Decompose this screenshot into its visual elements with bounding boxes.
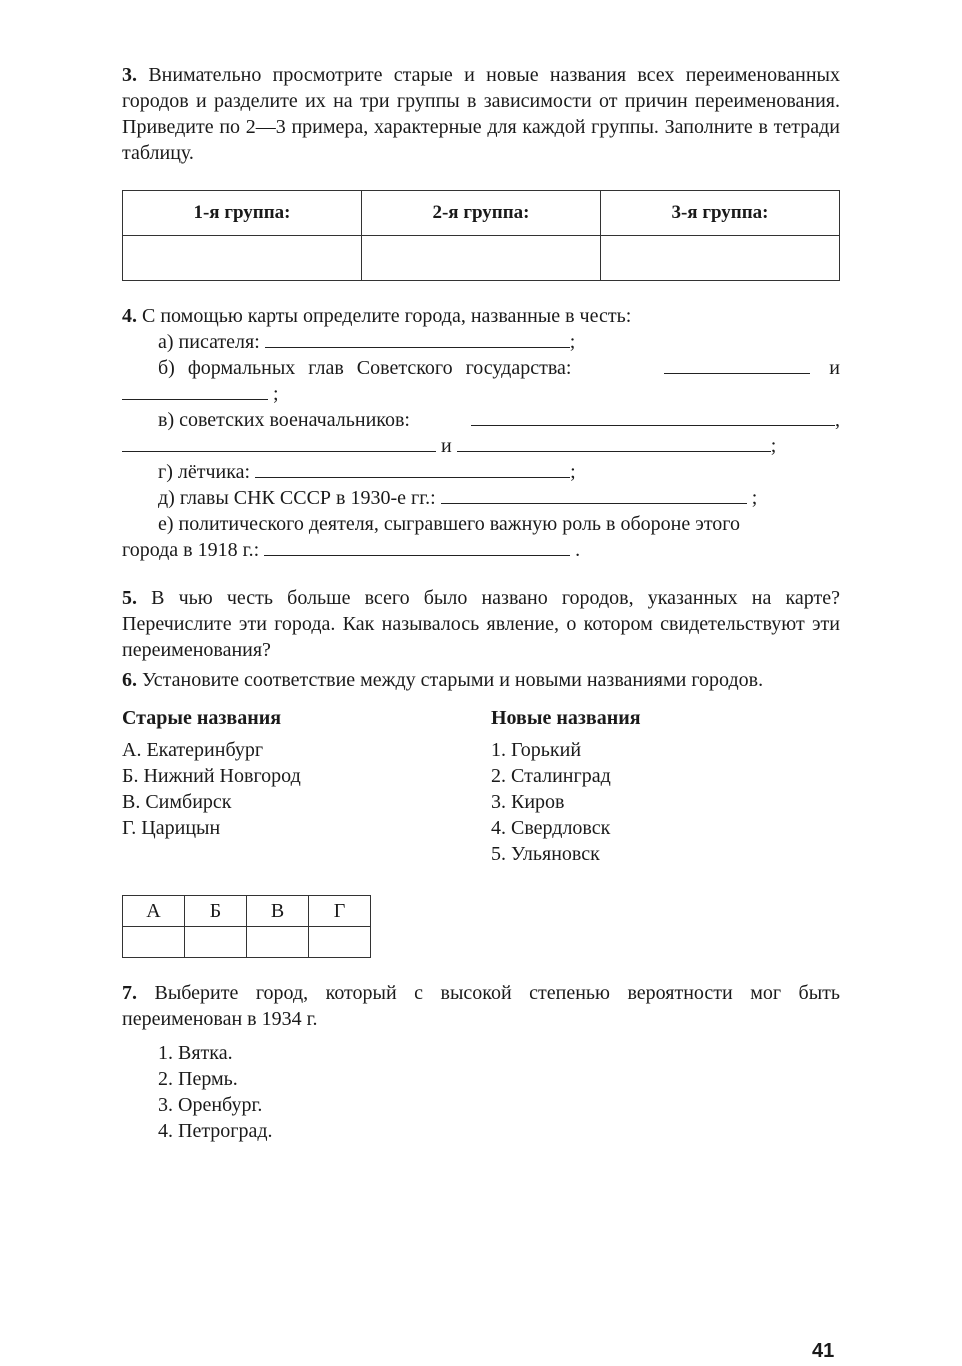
answer-table: [122, 895, 371, 958]
task-4: [122, 303, 840, 329]
group-3-header: 3-я группа:: [601, 191, 840, 236]
group-2-cell[interactable]: [362, 236, 601, 281]
task-4-v-label: в) советских военачальников:: [158, 409, 410, 431]
task-6-number: 6.: [122, 669, 137, 691]
page-content: [122, 62, 840, 1144]
group-1-cell[interactable]: [123, 236, 362, 281]
new-name-item: 5. Ульяновск: [491, 843, 600, 865]
group-1-header: 1-я группа:: [123, 191, 362, 236]
old-name-item: А. Екатеринбург: [122, 739, 264, 761]
comma: ,: [835, 409, 840, 431]
semicolon: ;: [273, 383, 279, 405]
answer-header-v: В: [247, 896, 309, 927]
matching-columns: [122, 705, 840, 867]
new-names-heading: Новые названия: [491, 707, 641, 729]
old-name-item: Б. Нижний Новгород: [122, 765, 301, 787]
period: .: [575, 539, 581, 561]
option-item: 2. Пермь.: [158, 1068, 238, 1090]
and-word: и: [829, 357, 840, 379]
answer-cell-b[interactable]: [185, 927, 247, 958]
old-names-heading: Старые названия: [122, 707, 282, 729]
task-4-a: [122, 329, 840, 355]
task-5-text: В чью честь больше всего было названо городов, указанных на карте? Перечислите эти города. Как называлось явление, о котором свидетельствуют эти переименования?: [122, 587, 840, 661]
task-4-v-blank-2[interactable]: [122, 433, 436, 452]
answer-cell-v[interactable]: [247, 927, 309, 958]
task-4-e-blank[interactable]: [264, 537, 570, 556]
task-5: [122, 585, 840, 663]
task-4-a-label: а) писателя:: [158, 331, 260, 353]
option-item: 4. Петроград.: [158, 1120, 273, 1142]
task-4-b-label: б) формальных глав Советского государства:: [158, 357, 572, 379]
task-4-g: [122, 459, 840, 485]
task-4-d-label: д) главы СНК СССР в 1930-е гг.:: [158, 487, 436, 509]
task-4-number: 4.: [122, 305, 137, 327]
task-7-options: [122, 1040, 840, 1144]
task-7-number: 7.: [122, 982, 137, 1004]
old-names-column: [122, 705, 491, 867]
group-3-cell[interactable]: [601, 236, 840, 281]
task-7-text: Выберите город, который с высокой степенью вероятности мог быть переименован в 1934 г.: [122, 982, 841, 1030]
semicolon: ;: [569, 331, 576, 353]
semicolon: ;: [570, 461, 576, 483]
answer-header-g: Г: [309, 896, 371, 927]
new-name-item: 1. Горький: [491, 739, 582, 761]
task-4-v-blank-3[interactable]: [457, 433, 771, 452]
semicolon: ;: [770, 435, 777, 457]
option-item: 3. Оренбург.: [158, 1094, 263, 1116]
task-4-a-blank[interactable]: [265, 329, 570, 348]
and-word: и: [441, 435, 452, 457]
answer-header-a: А: [123, 896, 185, 927]
task-4-e-label: е) политического деятеля, сыгравшего важную роль в обороне этого: [158, 513, 741, 535]
task-4-g-blank[interactable]: [255, 459, 570, 478]
page-number: 41: [812, 1340, 835, 1362]
task-4-e-label-cont: города в 1918 г.:: [122, 539, 260, 561]
semicolon: ;: [751, 487, 758, 509]
answer-cell-a[interactable]: [123, 927, 185, 958]
task-4-v: [122, 407, 840, 433]
task-4-text: С помощью карты определите города, названные в честь:: [142, 305, 632, 327]
task-4-e: [122, 511, 840, 537]
task-4-v-cont: [122, 433, 840, 459]
task-3: [122, 62, 840, 166]
task-4-b-cont: [122, 381, 840, 407]
groups-table: [122, 190, 840, 281]
task-6-text: Установите соответствие между старыми и новыми названиями городов.: [142, 669, 764, 691]
old-name-item: Г. Царицын: [122, 817, 221, 839]
new-name-item: 3. Киров: [491, 791, 565, 813]
task-5-number: 5.: [122, 587, 137, 609]
task-4-d-blank[interactable]: [441, 485, 747, 504]
task-4-b-blank-1[interactable]: [664, 355, 810, 374]
new-names-column: [491, 705, 840, 867]
task-4-b-blank-2[interactable]: [122, 381, 268, 400]
task-4-d: [122, 485, 840, 511]
task-6: [122, 667, 840, 693]
task-4-b: [122, 355, 840, 381]
group-2-header: 2-я группа:: [362, 191, 601, 236]
answer-header-b: Б: [185, 896, 247, 927]
task-7: [122, 980, 840, 1032]
answer-cell-g[interactable]: [309, 927, 371, 958]
task-3-number: 3.: [122, 64, 137, 86]
task-4-e-cont: [122, 537, 840, 563]
task-3-text: Внимательно просмотрите старые и новые названия всех переименованных городов и разделите их на три группы в зависимости от причин переименования. Приведите по 2—3 примера, характерные для каждой группы. Заполните в тетради таблицу.: [122, 64, 840, 164]
task-4-v-blank-1[interactable]: [471, 407, 835, 426]
option-item: 1. Вятка.: [158, 1042, 233, 1064]
old-name-item: В. Симбирск: [122, 791, 232, 813]
task-4-g-label: г) лётчика:: [158, 461, 251, 483]
new-name-item: 4. Свердловск: [491, 817, 611, 839]
new-name-item: 2. Сталинград: [491, 765, 611, 787]
